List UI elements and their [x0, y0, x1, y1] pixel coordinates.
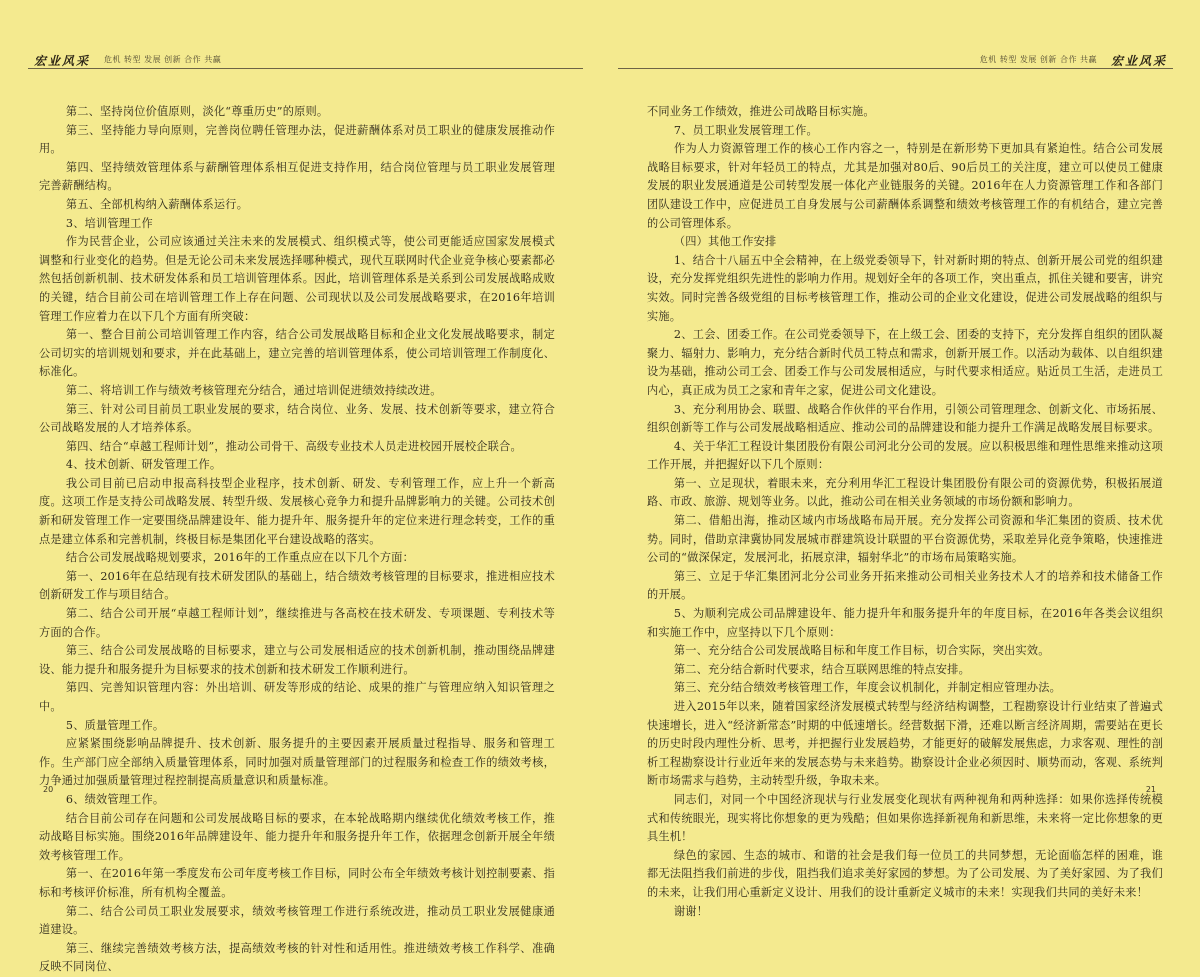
- paragraph: 我公司目前已启动申报高科技型企业程序，技术创新、研发、专利管理工作，应上升一个新高度。这项工作是支持公司战略发展、转型升级、发展核心竞争力和提升品牌影响力的关键。公司技术创新和研发管理工作一定要围绕品牌建设年、能力提升年、服务提升年的定位来进行理念转变，工作的重点是建立体系和完善机制，终极目标是集团化平台建设战略的落实。: [39, 476, 555, 546]
- left-page: [0, 0, 600, 974]
- paragraph: 第三、坚持能力导向原则，完善岗位聘任管理办法，促进薪酬体系对员工职业的健康发展推动作用。: [39, 123, 555, 156]
- paragraph: 5、质量管理工作。: [65, 718, 165, 732]
- paragraph: 作为人力资源管理工作的核心工作内容之一，特别是在新形势下更加具有紧迫性。结合公司发展战略目标要求，针对年轻员工的特点，尤其是加强对80后、90后员工的关注度，建立可以使员工健康发展的职业发展通道是公司转型发展一体化产业链服务的关键。2016年在人力资源管理工作和各部门团队建设工作中，应促进员工自身发展与公司薪酬体系调整和绩效考核管理工作的有机结合，建立完善的公司管理体系。: [647, 142, 1163, 230]
- paragraph: 第一、在2016年第一季度发布公司年度考核工作目标，同时公布全年绩效考核计划控制要素、指标和考核评价标准，所有机构全覆盖。: [39, 867, 555, 899]
- page-number: 20: [43, 785, 54, 794]
- paragraph: 进入2015年以来，随着国家经济发展模式转型与经济结构调整，工程勘察设计行业结束了普遍式快速增长，进入“经济新常态”时期的中低速增长。经营数据下滑，还难以断言经济周期，需要站在更长的历史时段内理性分析、思考，并把握行业发展趋势，才能更好的破解发展焦虑，力求客观、理性的剖析工程勘察设计行业近年来的发展态势与未来趋势。勘察设计企业必须因时、顺势而动，客观、系统判断市场需求与趋势，主动转型升级，争取未来。: [647, 700, 1163, 788]
- paragraph: 作为民营企业，公司应该通过关注未来的发展模式、组织模式等，使公司更能适应国家发展模式调整和行业变化的趋势。但是无论公司未来发展选择哪种模式，现代互联网时代企业竞争核心要素都必然包括创新机制、技术研发体系和员工培训管理体系。因此，培训管理体系是关系到公司发展战略成败的关键，结合目前公司在培训管理工作上存在问题、公司现状以及公司发展战略要求，在2016年培训管理工作应着力在以下几个方面有所突破：: [39, 235, 555, 323]
- page-header: [28, 52, 583, 68]
- paragraph: 第三、立足于华汇集团河北分公司业务开拓来推动公司相关业务技术人才的培养和技术储备工作的开展。: [647, 569, 1163, 602]
- page-number: 21: [1145, 785, 1156, 794]
- paragraph: 第五、全部机构纳入薪酬体系运行。: [65, 197, 249, 211]
- paragraph: 7、员工职业发展管理工作。: [673, 123, 818, 137]
- brand-title: 宏业风采: [34, 54, 91, 68]
- paragraph: 第二、借船出海，推动区域内市场战略布局开展。充分发挥公司资源和华汇集团的资质、技术优势。同时，借助京津冀协同发展城市群建筑设计联盟的平台资源优势，采取差异化竞争策略，快速推进公司的“做深保定，发展河北，拓展京津，辐射华北”的市场布局策略实施。: [647, 514, 1163, 565]
- paragraph: 5、为顺利完成公司品牌建设年、能力提升年和服务提升年的年度目标，在2016年各类会议组织和实施工作中，应坚持以下几个原则：: [647, 607, 1163, 639]
- paragraph: （四）其他工作安排: [673, 235, 777, 249]
- paragraph: 4、技术创新、研发管理工作。: [65, 458, 222, 472]
- paragraph: 第四、完善知识管理内容：外出培训、研发等形成的结论、成果的推广与管理应纳入知识管理之中。: [39, 681, 555, 713]
- paragraph: 第一、充分结合公司发展战略目标和年度工作目标，切合实际，突出实效。: [673, 644, 1050, 658]
- brand-title: 宏业风采: [1110, 54, 1167, 68]
- header-slogan: 危机 转型 发展 创新 合作 共赢: [104, 55, 222, 64]
- paragraph: 6、绩效管理工作。: [65, 792, 165, 806]
- paragraph: 1、结合十八届五中全会精神，在上级党委领导下，针对新时期的特点、创新开展公司党的组织建设，充分发挥党组织先进性的影响力作用。规划好全年的各项工作，突出重点，抓住关键和要害，讲究实效。同时完善各级党组的目标考核管理工作，推动公司的企业文化建设，促进公司发展战略的组织与实施。: [647, 253, 1163, 323]
- page-header: [618, 52, 1173, 68]
- paragraph: 第四、坚持绩效管理体系与薪酬管理体系相互促进支持作用，结合岗位管理与员工职业发展管理完善薪酬结构。: [39, 160, 555, 193]
- paragraph: 第一、立足现状，着眼未来，充分利用华汇工程设计集团股份有限公司的资源优势，积极拓展道路、市政、旅游、规划等业务。以此，推动公司在相关业务领域的市场份额和影响力。: [647, 476, 1163, 509]
- paragraph: 同志们，对同一个中国经济现状与行业发展变化现状有两种视角和两种选择：如果你选择传统模式和传统眼光，现实将比你想象的更为残酷；但如果你选择新视角和新思维，未来将一定比你想象的更具生机！: [647, 792, 1163, 844]
- paragraph: 应紧紧围绕影响品牌提升、技术创新、服务提升的主要因素开展质量过程指导、服务和管理工作。生产部门应全部纳入质量管理体系，同时加强对质量管理部门的过程服务和检查工作的绩效考核，力争通过加强质量管理过程控制提高质量意识和质量标准。: [39, 737, 555, 788]
- paragraph: 结合目前公司存在问题和公司发展战略目标的要求，在本轮战略期内继续优化绩效考核工作，推动战略目标实施。围绕2016年品牌建设年、能力提升年和服务提升年工作，依据理念创新开展全年绩效考核管理工作。: [39, 811, 555, 862]
- paragraph: 绿色的家园、生态的城市、和谐的社会是我们每一位员工的共同梦想，无论面临怎样的困难，谁都无法阻挡我们前进的步伐，阻挡我们追求美好家园的梦想。为了公司发展、为了美好家园、为了我们的未来，让我们用心重新定义设计、用我们的设计重新定义城市的未来！实现我们共同的美好未来！: [647, 848, 1163, 899]
- paragraph: 不同业务工作绩效，推进公司战略目标实施。: [647, 105, 875, 118]
- paragraph: 第三、针对公司目前员工职业发展的要求，结合岗位、业务、发展、技术创新等要求，建立符合公司战略发展的人才培养体系。: [39, 402, 555, 435]
- paragraph: 第一、2016年在总结现有技术研发团队的基础上，结合绩效考核管理的目标要求，推进相应技术创新研发工作与项目结合。: [39, 569, 555, 602]
- paragraph: 谢谢！: [673, 904, 709, 918]
- paragraph: 结合公司发展战略规划要求，2016年的工作重点应在以下几个方面：: [65, 551, 414, 565]
- paragraph: 第三、充分结合绩效考核管理工作，年度会议机制化，并制定相应管理办法。: [673, 681, 1062, 695]
- left-body-text: [39, 103, 555, 977]
- paragraph: 2、工会、团委工作。在公司党委领导下，在上级工会、团委的支持下，充分发挥自组织的团队凝聚力、辐射力、影响力，充分结合新时代员工特点和需求，创新开展工作。以活动为载体、以自组织建设为基础，推动公司工会、团委工作与公司发展相适应，与时代要求相适应。贴近员工生活，走进员工内心，真正成为员工之家和青年之家，促进公司文化建设。: [647, 328, 1163, 397]
- paragraph: 第四、结合“卓越工程师计划”，推动公司骨干、高级专业技术人员走进校园开展校企联合。: [65, 439, 522, 453]
- paragraph: 第一、整合目前公司培训管理工作内容，结合公司发展战略目标和企业文化发展战略要求，制定公司切实的培训规划和要求，并在此基础上，建立完善的培训管理体系，使公司培训管理工作制度化、标准化。: [39, 328, 555, 379]
- paragraph: 3、充分利用协会、联盟、战略合作伙伴的平台作用，引领公司管理理念、创新文化、市场拓展、组织创新等工作与公司发展战略相适应、推动公司的品牌建设和能力提升工作满足战略发展目标要求。: [647, 402, 1163, 435]
- paragraph: 第二、将培训工作与绩效考核管理充分结合，通过培训促进绩效持续改进。: [65, 383, 442, 397]
- paragraph: 第二、结合公司员工职业发展要求，绩效考核管理工作进行系统改进，推动员工职业发展健康通道建设。: [39, 904, 555, 937]
- paragraph: 第二、结合公司开展“卓越工程师计划”，继续推进与各高校在技术研发、专项课题、专利技术等方面的合作。: [39, 607, 555, 639]
- paragraph: 4、关于华汇工程设计集团股份有限公司河北分公司的发展。应以积极思维和理性思维来推动这项工作开展，并把握好以下几个原则：: [647, 439, 1163, 472]
- header-rule: [28, 68, 583, 69]
- paragraph: 3、培训管理工作: [65, 216, 153, 230]
- right-page: [600, 0, 1200, 918]
- header-slogan: 危机 转型 发展 创新 合作 共赢: [979, 55, 1097, 64]
- paragraph: 第三、继续完善绩效考核方法，提高绩效考核的针对性和适用性。推进绩效考核工作科学、准确反映不同岗位、: [39, 941, 555, 974]
- header-rule: [618, 68, 1173, 69]
- right-body-text: [647, 103, 1163, 921]
- paragraph: 第三、结合公司发展战略的目标要求，建立与公司发展相适应的技术创新机制，推动围绕品牌建设、能力提升和服务提升为目标要求的技术创新和技术研发工作顺利进行。: [39, 644, 555, 676]
- paragraph: 第二、坚持岗位价值原则，淡化“尊重历史”的原则。: [65, 105, 329, 118]
- paragraph: 第二、充分结合新时代要求，结合互联网思维的特点安排。: [673, 662, 970, 676]
